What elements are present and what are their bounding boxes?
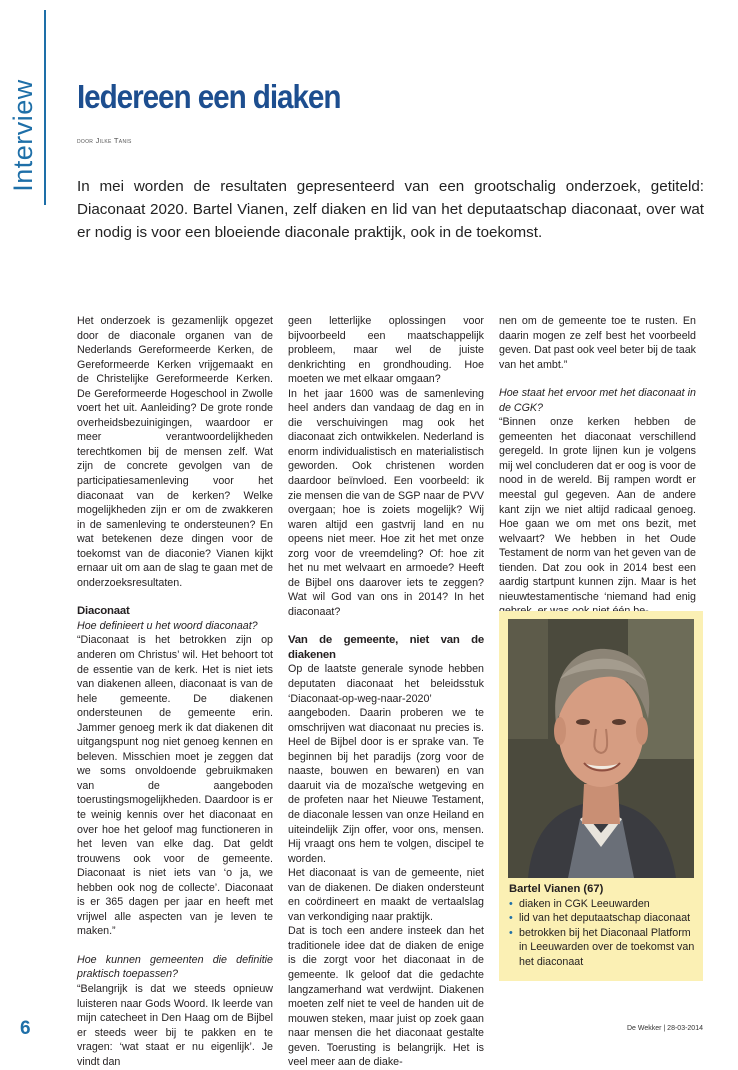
intro-paragraph: Het onderzoek is gezamenlijk opgezet door de diaconale organen van de Nederlands Gereformeerde Kerken, de Gereformeerde Kerken vrijgemaakt en de Christelijke Gereformeerde Kerken. De Gereformeerde Hogeschool in Zwolle voert het uit. Aanleiding? De grote ronde overheidsbezuinigingen, waardoor er meer verantwoordelijkheden terechtkomen bij de mensen zelf. Wat zijn de concrete gevolgen van de participatiesamenleving voor het diaconaat van de kerken? Welke mogelijkheden zijn er om de zwakkeren in de samenleving te ondersteunen? En wat betekenen deze dingen voor de toekomst van de diaconie? Vianen kijkt ernaar uit om aan de slag te gaan met de onderzoeksresultaten. <box>77 315 273 589</box>
portrait-illustration <box>508 619 694 878</box>
info-box-caption <box>509 882 699 970</box>
info-item: • betrokken bij het Diaconaal Platform in Leeuwarden over de toekomst van het diaconaat <box>509 926 699 970</box>
column-3 <box>499 314 696 619</box>
info-item: • lid van het deputaatschap diaconaat <box>509 911 699 926</box>
paragraph: Het diaconaat is van de gemeente, niet van de diakenen. De diaken ondersteunt en coördineert en maakt de vertaalslag van verkondiging naar praktijk. <box>288 867 484 923</box>
lead-paragraph: In mei worden de resultaten gepresenteerd van een grootschalig onderzoek, getiteld: Diaconaat 2020. Bartel Vianen, zelf diaken en lid van het deputaatschap diaconaat, over wat er nodig is voor een bloeiende diaconale praktijk, ook in de toekomst. <box>77 178 704 241</box>
section-heading: Van de gemeente, niet van de diakenen <box>288 634 484 661</box>
person-name: Bartel Vianen (67) <box>509 883 604 895</box>
footer: De Wekker | 28-03-2014 <box>626 1025 703 1032</box>
portrait-photo <box>508 619 694 878</box>
paragraph: In het jaar 1600 was de samenleving heel anders dan vandaag de dag en in die verschuivingen mag ook het diaconaat zich ontwikkelen. Nederland is enorm individualistisch en materialistisch geworden. Ook christenen worden daardoor beïnvloed. Een voorbeeld: ik zie mensen die van de SGP naar de PVV overgaan; hoe is zoiets mogelijk? Wij waren altijd een gastvrij land en nu opeens niet meer. Hoe zit het met onze zorg voor de vreemdeling? Of: hoe zit het nu met welvaart en armoede? Heeft de Bijbel ons daarover iets te zeggen? Wat wil God van ons in 2014? In het diaconaat? <box>288 387 484 618</box>
column-2 <box>288 314 484 1070</box>
paragraph: geen letterlijke oplossingen voor bijvoorbeeld een maatschappelijk probleem, maar wel de juiste denkrichting en grondhouding. Hoe moeten we met elkaar omgaan? <box>288 315 484 386</box>
byline: door Jilke Tanis <box>77 136 132 145</box>
column-1 <box>77 314 273 1069</box>
question: Hoe staat het ervoor met het diaconaat in de CGK? <box>499 387 696 414</box>
paragraph: Dat is toch een andere insteek dan het traditionele idee dat de diaken de enige is die zorgt voor het diaconaat in de gemeente. Ik geloof dat die gedachte langzamerhand wat verdwijnt. Diakenen moeten zelf niet te veel de handen uit de mouwen steken, maar juist op zoek gaan naar mensen die het diaconaat gestalte geven. Toerusting is belangrijk. Het is veel meer aan de diake- <box>288 925 484 1069</box>
section-heading: Diaconaat <box>77 605 130 618</box>
info-item: • diaken in CGK Leeuwarden <box>509 897 699 912</box>
question: Hoe definieert u het woord diaconaat? <box>77 619 258 632</box>
paragraph: nen om de gemeente toe te rusten. En daarin mogen ze zelf best het voorbeeld geven. Dat past ook veel beter bij de taak van het ambt.” <box>499 315 696 371</box>
question: Hoe kunnen gemeenten die definitie praktisch toepassen? <box>77 953 273 981</box>
article-title: Iedereen een diaken <box>77 78 341 115</box>
section-tag: Interview <box>7 78 38 192</box>
answer: “Diaconaat is het betrokken zijn op anderen om Christus’ wil. Het behoort tot de essentie van de kerk. Het is niet iets van diakenen alleen, diaconaat is van de hele gemeente. De diakenen ondersteunen de gemeente erin. Jammer genoeg merk ik dat diakenen dit uitgangspunt nog niet genoeg kennen en beleven. Misschien moet je zeggen dat we soms onvoldoende gebruikmaken van de aangeboden toerustingsmogelijkheden. Daardoor is er te weinig kennis over het diaconaat en over hoe het geloof mag functioneren in het leven van elke dag. Dat geldt trouwens ook voor de gemeente. Diaconaat is niet iets van ‘o ja, we hebben ook nog de collecte’. Diaconaat is er 365 dagen per jaar en heeft met vrijwel alle aspecten van je leven te maken.” <box>77 634 273 938</box>
paragraph: Op de laatste generale synode hebben deputaten diaconaat het beleidsstuk ‘Diaconaat-op-weg-naar-2020’ aangeboden. Daarin proberen we te omschrijven wat diaconaat nu precies is. Heel de Bijbel door is er sprake van. Te beginnen bij het paradijs (zorg voor de naaste, bouwen en bewaren) en van daaruit via de mozaïsche wetgeving en de profeten naar het Nieuwe Testament, de diaconale lessen van onze Heiland en uiteindelijk Zijn offer, voor ons, mensen. Hij vraagt ons hem te volgen, discipel te worden. <box>288 663 484 865</box>
answer: “Belangrijk is dat we steeds opnieuw luisteren naar Gods Woord. Ik leerde van mijn catecheet in Den Haag om de Bijbel er steeds weer bij te pakken en te vragen: ‘wat staat er nu eigenlijk’. Je vindt dan <box>77 983 273 1068</box>
answer: “Binnen onze kerken hebben de gemeenten het diaconaat verschillend geregeld. In grote lijnen kun je volgens mij wel concluderen dat er oog is voor de nood in de wereld. Bij rampen wordt er meestal gul gegeven. Aan de andere kant zijn we niet altijd radicaal genoeg. Hoe gaan we om met ons bezit, met welvaart? We hebben in het Oude Testament de norm van het geven van de tienden. Dat zou ook in 2014 best een aardig startpunt kunnen zijn. Maar is het nieuwtestamentische ‘niemand had enig <box>499 416 696 603</box>
info-list <box>509 897 699 970</box>
page-number: 6 <box>20 1018 31 1039</box>
side-rule <box>44 10 46 205</box>
